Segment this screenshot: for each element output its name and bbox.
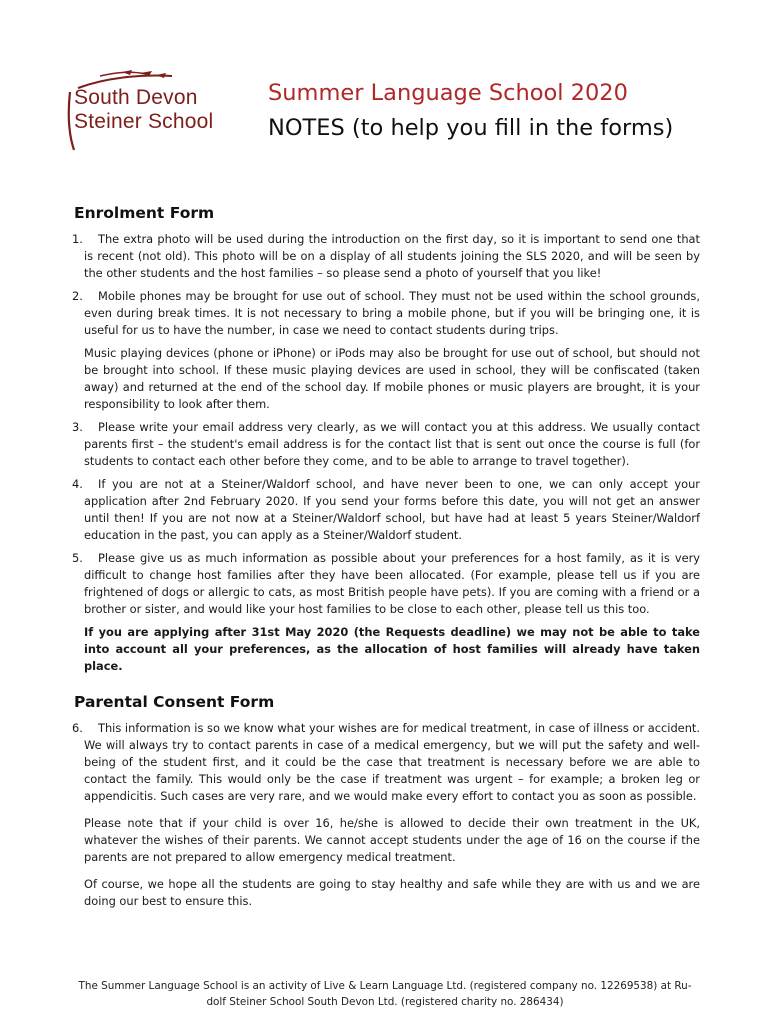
- list-item: [72, 476, 700, 544]
- footer-line: dolf Steiner School South Devon Ltd. (registered charity no. 286434): [206, 996, 564, 1008]
- logo-line2: Steiner School: [74, 110, 214, 133]
- item-extra-text: Music playing devices (phone or iPhone) or iPods may also be brought for use out of school, but should not be brought into school. If these music playing devices are used in school, they will be confiscated (taken away) and returned at the end of the school day. If mobile phones or music players are brought, it is your responsibility to look after them.: [84, 346, 700, 411]
- list-item: [72, 419, 700, 470]
- item-number: 1.: [72, 232, 83, 246]
- list-item: [72, 231, 700, 282]
- consent-paragraph: Please note that if your child is over 16, he/she is allowed to decide their own treatment in the UK, whatever the wishes of their parents. We cannot accept students under the age of 16 on the course if the parents are not prepared to allow emergency medical treatment.: [84, 816, 700, 864]
- item-text: Mobile phones may be brought for use out of school. They must not be used within the school grounds, even during break times. It is not necessary to bring a mobile phone, but if you will be bringing one, it is useful for us to have the number, in case we need to contact students during trips.: [84, 289, 700, 337]
- list-item: [72, 550, 700, 618]
- item-number: 4.: [72, 477, 83, 491]
- consent-heading: Parental Consent Form: [74, 693, 275, 711]
- page-title: Summer Language School 2020: [268, 80, 628, 106]
- item-number: 2.: [72, 289, 83, 303]
- item-number: 6.: [72, 721, 83, 735]
- deadline-note: If you are applying after 31st May 2020 (the Requests deadline) we may not be able to take into account all your preferences, as the allocation of host families will already have taken place.: [84, 625, 700, 673]
- item-text: Please write your email address very clearly, as we will contact you at this address. We usually contact parents first – the student's email address is for the contact list that is sent out once the course is full (for students to contact each other before they come, and to be able to arrange to travel together).: [84, 420, 700, 468]
- item-number: 3.: [72, 420, 83, 434]
- logo-line1: South Devon: [74, 86, 198, 109]
- footer: [70, 978, 700, 1010]
- item-text: Please give us as much information as possible about your preferences for a host family, as it is very difficult to change host families after they have been allocated. (For example, please tell us if you are frightened of dogs or allergic to cats, as most British people have pets). If you are coming with a friend or a brother or sister, and would like your host families to be close to each other, please tell us this too.: [84, 551, 700, 616]
- list-item: [72, 720, 700, 805]
- enrolment-heading: Enrolment Form: [74, 204, 215, 222]
- item-text: If you are not at a Steiner/Waldorf school, and have never been to one, we can only accept your application after 2nd February 2020. If you send your forms before this date, you will not get an answer until then! If you are not now at a Steiner/Waldorf school, but have had at least 5 years Steiner/Waldorf education in the past, you can apply as a Steiner/Waldorf student.: [84, 477, 700, 542]
- item-text: The extra photo will be used during the introduction on the first day, so it is important to send one that is recent (not old). This photo will be on a display of all students joining the SLS 2020, and will be seen by the other students and the host families – so please send a photo of yourself that you like!: [84, 232, 700, 280]
- item-number: 5.: [72, 551, 83, 565]
- school-logo: [60, 70, 245, 160]
- consent-paragraph: Of course, we hope all the students are going to stay healthy and safe while they are with us and we are doing our best to ensure this.: [84, 877, 700, 908]
- item-text: This information is so we know what your wishes are for medical treatment, in case of illness or accident. We will always try to contact parents in case of a medical emergency, but we will put the safety and well-being of the student first, and it could be the case that treatment is necessary before we are able to contact the family. This would only be the case if treatment was urgent – for example; a broken leg or appendicitis. Such cases are very rare, and we would make every effort to contact you as soon as possible.: [84, 721, 700, 803]
- list-item: [72, 288, 700, 413]
- footer-line: The Summer Language School is an activity of Live & Learn Language Ltd. (registered company no. 12269538) at Ru-: [78, 980, 692, 992]
- page-subtitle: NOTES (to help you fill in the forms): [268, 115, 674, 141]
- document-body: [72, 204, 700, 916]
